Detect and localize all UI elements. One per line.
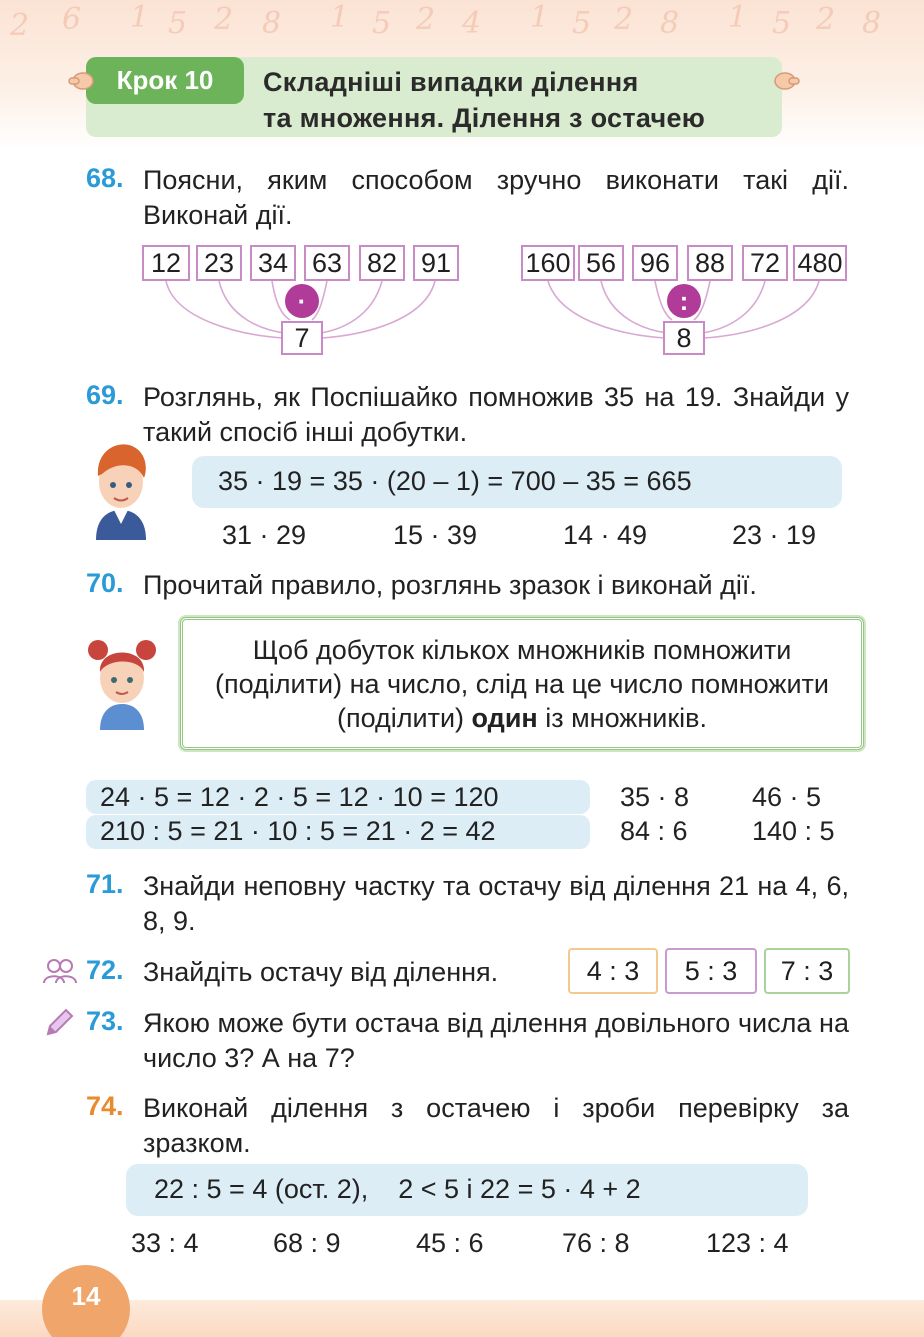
boy-character-icon (88, 440, 154, 540)
background-digit: 2 (816, 2, 836, 37)
exercise-number: 74. (86, 1091, 124, 1121)
step-badge: Крок 10 (86, 57, 244, 104)
girl-character-icon (86, 632, 158, 730)
background-digit: 2 (10, 8, 30, 43)
exercise-text: Знайдіть остачу від ділення. (143, 957, 499, 987)
pair-work-icon (42, 956, 78, 984)
task-expression: 23 · 19 (732, 520, 817, 550)
exercise-text: Прочитай правило, розглянь зразок і виконай дії. (143, 570, 757, 600)
sample-expression: 22 : 5 = 4 (ост. 2), 2 < 5 і 22 = 5 · 4 + 2 (154, 1174, 641, 1204)
exercise-number: 72. (86, 955, 124, 985)
background-digit: 5 (572, 6, 592, 41)
exercise-number: 71. (86, 869, 124, 899)
background-digit: 8 (862, 6, 882, 41)
number-box: 12 (142, 245, 190, 281)
background-digit: 8 (262, 6, 282, 41)
background-digit: 8 (660, 6, 680, 41)
background-digit: 1 (130, 0, 150, 35)
task-box: 7 : 3 (764, 948, 850, 994)
number-box: 82 (359, 245, 405, 281)
task-expression: 31 · 29 (222, 520, 307, 550)
background-digit: 1 (728, 0, 748, 35)
divide-operator: : (667, 284, 701, 318)
task-expression: 46 · 5 (752, 782, 822, 812)
number-box: 480 (793, 245, 847, 281)
exercise-text: Знайди неповну частку та остачу від ділення 21 на 4, 6, 8, 9. (143, 871, 849, 936)
number-box: 72 (742, 245, 788, 281)
background-digit: 2 (416, 2, 436, 37)
background-digit: 4 (462, 6, 482, 41)
background-digit: 2 (614, 2, 634, 37)
background-digit: 5 (372, 6, 392, 41)
sample-expression: 24 · 5 = 12 · 2 · 5 = 12 · 10 = 120 (100, 782, 499, 812)
number-box: 88 (687, 245, 733, 281)
exercise-number: 70. (86, 568, 124, 598)
result-box: 8 (663, 321, 705, 355)
background-digit: 1 (530, 0, 550, 35)
task-expression: 140 : 5 (752, 816, 835, 846)
pencil-icon (42, 1006, 76, 1040)
section-title: Складніші випадки ділення та множення. Ділення з остачею (263, 67, 706, 133)
exercise-text: Якою може бути остача від ділення довільного числа на число 3? А на 7? (143, 1008, 849, 1073)
number-box: 23 (196, 245, 242, 281)
task-expression: 15 · 39 (393, 520, 478, 550)
background-digit: 1 (330, 0, 350, 35)
task-expression: 45 : 6 (416, 1228, 484, 1258)
task-expression: 84 : 6 (620, 816, 688, 846)
exercise-number: 73. (86, 1006, 124, 1036)
sample-expression: 35 · 19 = 35 · (20 – 1) = 700 – 35 = 665 (218, 466, 692, 496)
number-box: 34 (250, 245, 296, 281)
task-box: 4 : 3 (568, 948, 658, 994)
number-box: 160 (521, 245, 575, 281)
exercise-number: 68. (86, 163, 124, 193)
task-expression: 123 : 4 (706, 1228, 789, 1258)
background-digit: 6 (62, 2, 82, 37)
background-digit: 2 (214, 2, 234, 37)
number-box: 96 (632, 245, 678, 281)
bottom-band (0, 1300, 924, 1337)
task-expression: 76 : 8 (562, 1228, 630, 1258)
task-box: 5 : 3 (665, 948, 757, 994)
number-box: 91 (413, 245, 459, 281)
number-box: 56 (578, 245, 624, 281)
exercise-text: Виконай ділення з остачею і зроби перевірку за зразком. (143, 1093, 849, 1158)
exercise-text: Поясни, яким способом зручно виконати такі дії. Виконай дії. (143, 165, 849, 230)
multiply-operator: · (285, 284, 319, 318)
task-expression: 33 : 4 (131, 1228, 199, 1258)
sample-expression: 210 : 5 = 21 · 10 : 5 = 21 · 2 = 42 (100, 816, 496, 846)
page-number: 14 (71, 1281, 101, 1311)
background-digit: 5 (772, 6, 792, 41)
result-box: 7 (281, 321, 323, 355)
exercise-text: Розглянь, як Поспішайко помножив 35 на 19. Знайди у такий спосіб інші добутки. (143, 382, 849, 447)
number-box: 63 (304, 245, 350, 281)
background-digit: 5 (168, 6, 188, 41)
exercise-number: 69. (86, 380, 124, 410)
task-expression: 14 · 49 (563, 520, 648, 550)
task-expression: 68 : 9 (273, 1228, 341, 1258)
task-expression: 35 · 8 (620, 782, 690, 812)
rule-text: Щоб добуток кількох множників помножити (поділити) на число, слід на це число помножити (поділити) один із множників. (215, 635, 829, 733)
